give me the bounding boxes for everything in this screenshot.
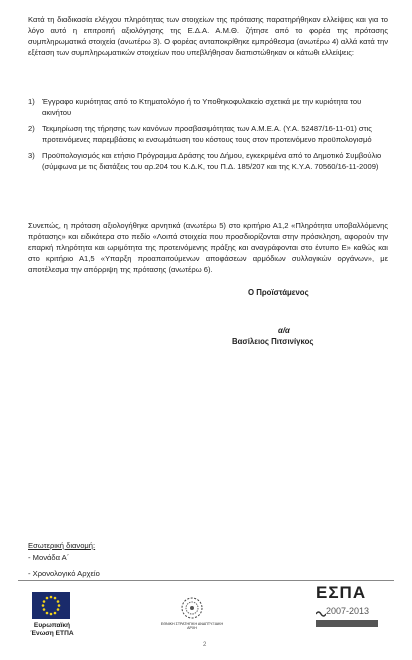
list-item-text: Προϋπολογισμός και ετήσιο Πρόγραμμα Δράσης του Δήμου, εγκεκριμένα από το Δημοτικό Συμβούλιο (σύμφωνα με τις διατάξεις του αρ.204 του Κ.Δ.Κ, του Π.Δ. 185/207 και της Κ.Υ.Α. 70560/16-11-2009) — [42, 151, 382, 171]
list-item-number: 1) — [28, 97, 35, 106]
strategy-logo-icon — [180, 596, 204, 620]
footer-divider — [18, 580, 394, 581]
list-item-number: 3) — [28, 151, 35, 160]
espa-title: ΕΣΠΑ — [316, 583, 367, 602]
list-item — [28, 123, 388, 145]
distribution-item: - Χρονολογικό Αρχείο — [28, 569, 100, 578]
signature-role: Ο Προϊστάμενος — [248, 288, 309, 297]
list-item-number: 2) — [28, 124, 35, 133]
espa-years: 2007-2013 — [326, 606, 370, 616]
distribution-item: - Μονάδα Α΄ — [28, 553, 70, 562]
intro-paragraph: Κατά τη διαδικασία ελέγχου πληρότητας των στοιχείων της πρότασης παρατηρήθηκαν ελλείψεις και για το λόγο αυτό η επιτροπή αξιολόγησης της Ε.Δ.Α. Α.Μ.Θ. ζήτησε από το φορέα της πρότασης συμπληρωματικά στοιχεία (ανωτέρω 3). Ο φορέας ανταποκρίθηκε εμπρόθεσμα (ανωτέρω 4) αλλά κατά την εξέταση των συμπληρωματικών στοιχείων που υπεβλήθησαν διαπιστώθηκαν οι κάτωθι ελλείψεις: — [28, 15, 388, 57]
strategy-caption: ΕΘΝΙΚΗ ΣΤΡΑΤΗΓΙΚΗ ΑΝΑΠΤΥΞΙΑΚΗ ΑΡΧΗ — [160, 622, 224, 630]
list-item — [28, 96, 388, 118]
espa-wave-icon — [316, 608, 326, 618]
espa-logo — [316, 584, 378, 630]
list-item-text: Τεκμηρίωση της τήρησης των κανόνων προσβασιμότητας των Α.Μ.Ε.Α. (Υ.Α. 52487/16-11-01) στις προτεινόμενες παρεμβάσεις κι ενσωμάτωση του κόστους τους στον προτεινόμενο προϋπολογισμό — [42, 124, 372, 144]
distribution-title: Εσωτερική διανομή: — [28, 541, 96, 550]
list-item — [28, 150, 388, 172]
list-item-text: Έγγραφο κυριότητας από το Κτηματολόγιο ή το Υποθηκοφυλακείο σχετικά με την κυριότητα του ακινήτου — [42, 97, 362, 117]
espa-bar — [316, 620, 378, 627]
page-number: 2 — [203, 642, 207, 648]
deficiency-list — [28, 96, 388, 177]
eu-flag-icon — [32, 592, 70, 619]
eu-caption: Ευρωπαϊκή Ένωση ΕΤΠΑ — [30, 622, 74, 637]
signature-name: Βασίλειος Πιτσινίγκος — [232, 337, 314, 346]
conclusion-paragraph: Συνεπώς, η πρόταση αξιολογήθηκε αρνητικά (ανωτέρω 5) στο κριτήριο Α1,2 «Πληρότητα υποβαλλόμενης πρότασης» και ειδικότερα στο πεδίο «Λοιπά στοιχεία που προσδιορίζονται στην πρόσκληση, αφορούν την επαρκή πληρότητα και ωριμότητα της προτεινόμενης πράξης και αναγράφονται στο έντυπο Ε» καθώς και στο κριτήριο Α1,5 «Υπαρξη προαπαιτούμενων αποφάσεων αρμόδιων συλλογικών οργάνων», με αποτέλεσμα την απόρριψη της πρότασης (ανωτέρω 6). — [28, 221, 388, 274]
signature-on-behalf: α/α — [278, 326, 290, 335]
